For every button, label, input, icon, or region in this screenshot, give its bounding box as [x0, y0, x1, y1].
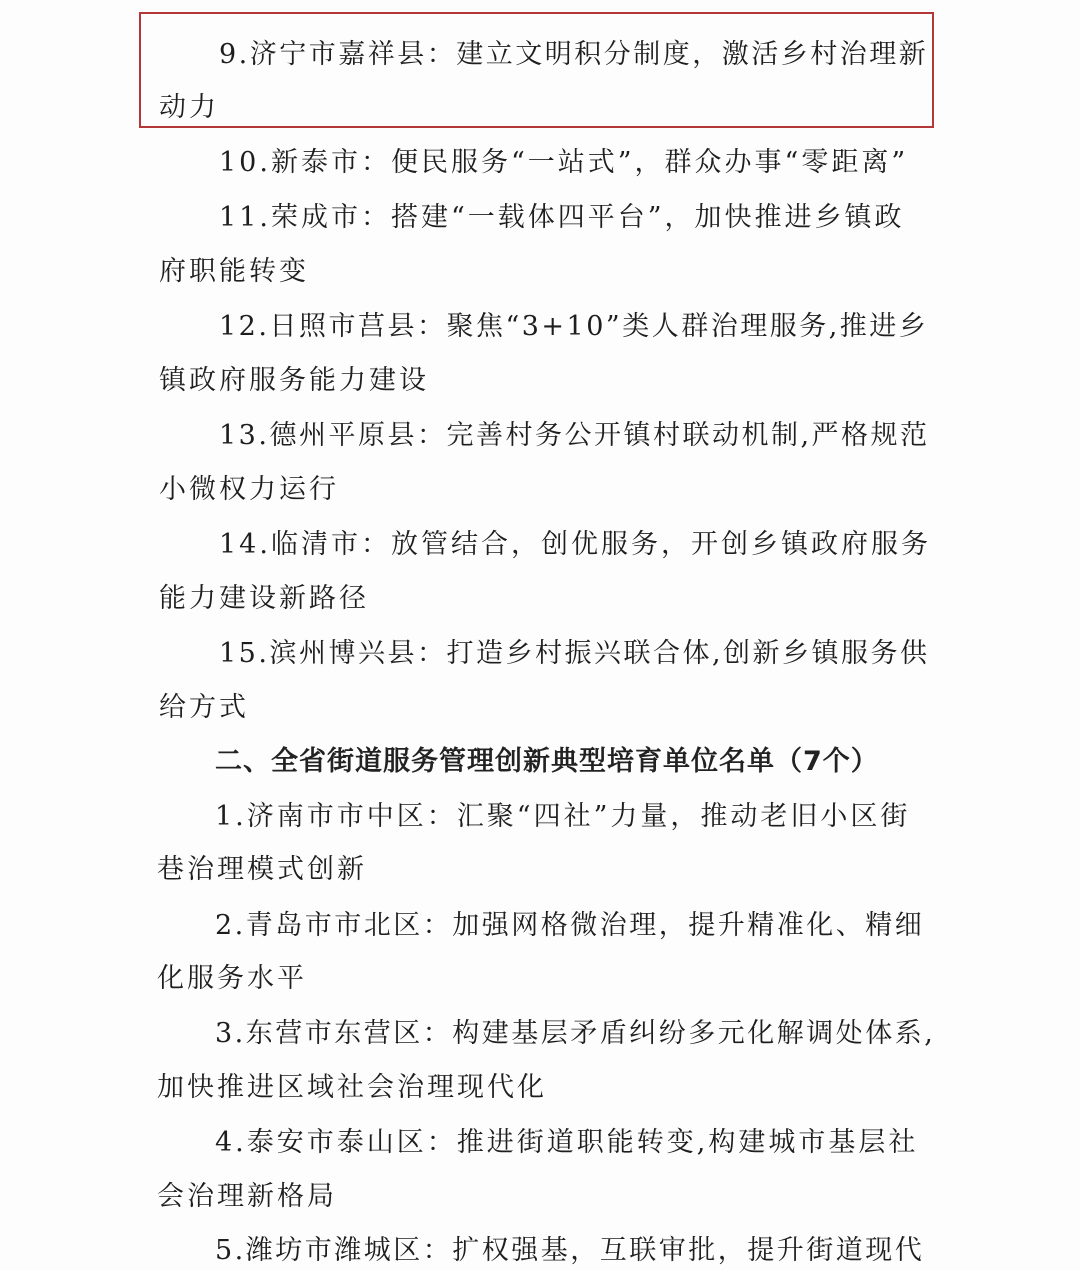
street-item-2-line-2: 化服务水平	[157, 963, 307, 994]
item-14-line-1: 14.临清市：放管结合，创优服务，开创乡镇政府服务	[219, 529, 931, 560]
item-12-line-1: 12.日照市莒县：聚焦“3+10”类人群治理服务,推进乡	[219, 311, 929, 342]
section-heading: 二、全省街道服务管理创新典型培育单位名单（7个）	[215, 746, 879, 777]
item-9-line-1: 9.济宁市嘉祥县：建立文明积分制度，激活乡村治理新	[219, 39, 929, 70]
item-13-line-2: 小微权力运行	[159, 474, 339, 505]
item-13-line-1: 13.德州平原县：完善村务公开镇村联动机制,严格规范	[219, 420, 930, 451]
item-11-line-2: 府职能转变	[159, 256, 309, 287]
item-10-line-1: 10.新泰市：便民服务“一站式”，群众办事“零距离”	[219, 147, 909, 178]
street-item-3-line-1: 3.东营市东营区：构建基层矛盾纠纷多元化解调处体系,	[215, 1018, 936, 1049]
item-14-line-2: 能力建设新路径	[159, 583, 369, 614]
item-12-line-2: 镇政府服务能力建设	[159, 365, 429, 396]
item-15-line-2: 给方式	[159, 692, 249, 723]
item-9-line-2: 动力	[159, 92, 219, 123]
item-15-line-1: 15.滨州博兴县：打造乡村振兴联合体,创新乡镇服务供	[219, 638, 930, 669]
street-item-3-line-2: 加快推进区域社会治理现代化	[157, 1072, 547, 1103]
street-item-4-line-1: 4.泰安市泰山区：推进街道职能转变,构建城市基层社	[215, 1127, 919, 1158]
street-item-5-line-1: 5.潍坊市潍城区：扩权强基，互联审批，提升街道现代	[215, 1235, 925, 1266]
item-11-line-1: 11.荣成市：搭建“一载体四平台”，加快推进乡镇政	[219, 202, 905, 233]
street-item-1-line-1: 1.济南市市中区：汇聚“四社”力量，推动老旧小区街	[215, 801, 911, 832]
street-item-4-line-2: 会治理新格局	[157, 1181, 337, 1212]
street-item-2-line-1: 2.青岛市市北区：加强网格微治理，提升精准化、精细	[215, 910, 925, 941]
street-item-1-line-2: 巷治理模式创新	[157, 854, 367, 885]
